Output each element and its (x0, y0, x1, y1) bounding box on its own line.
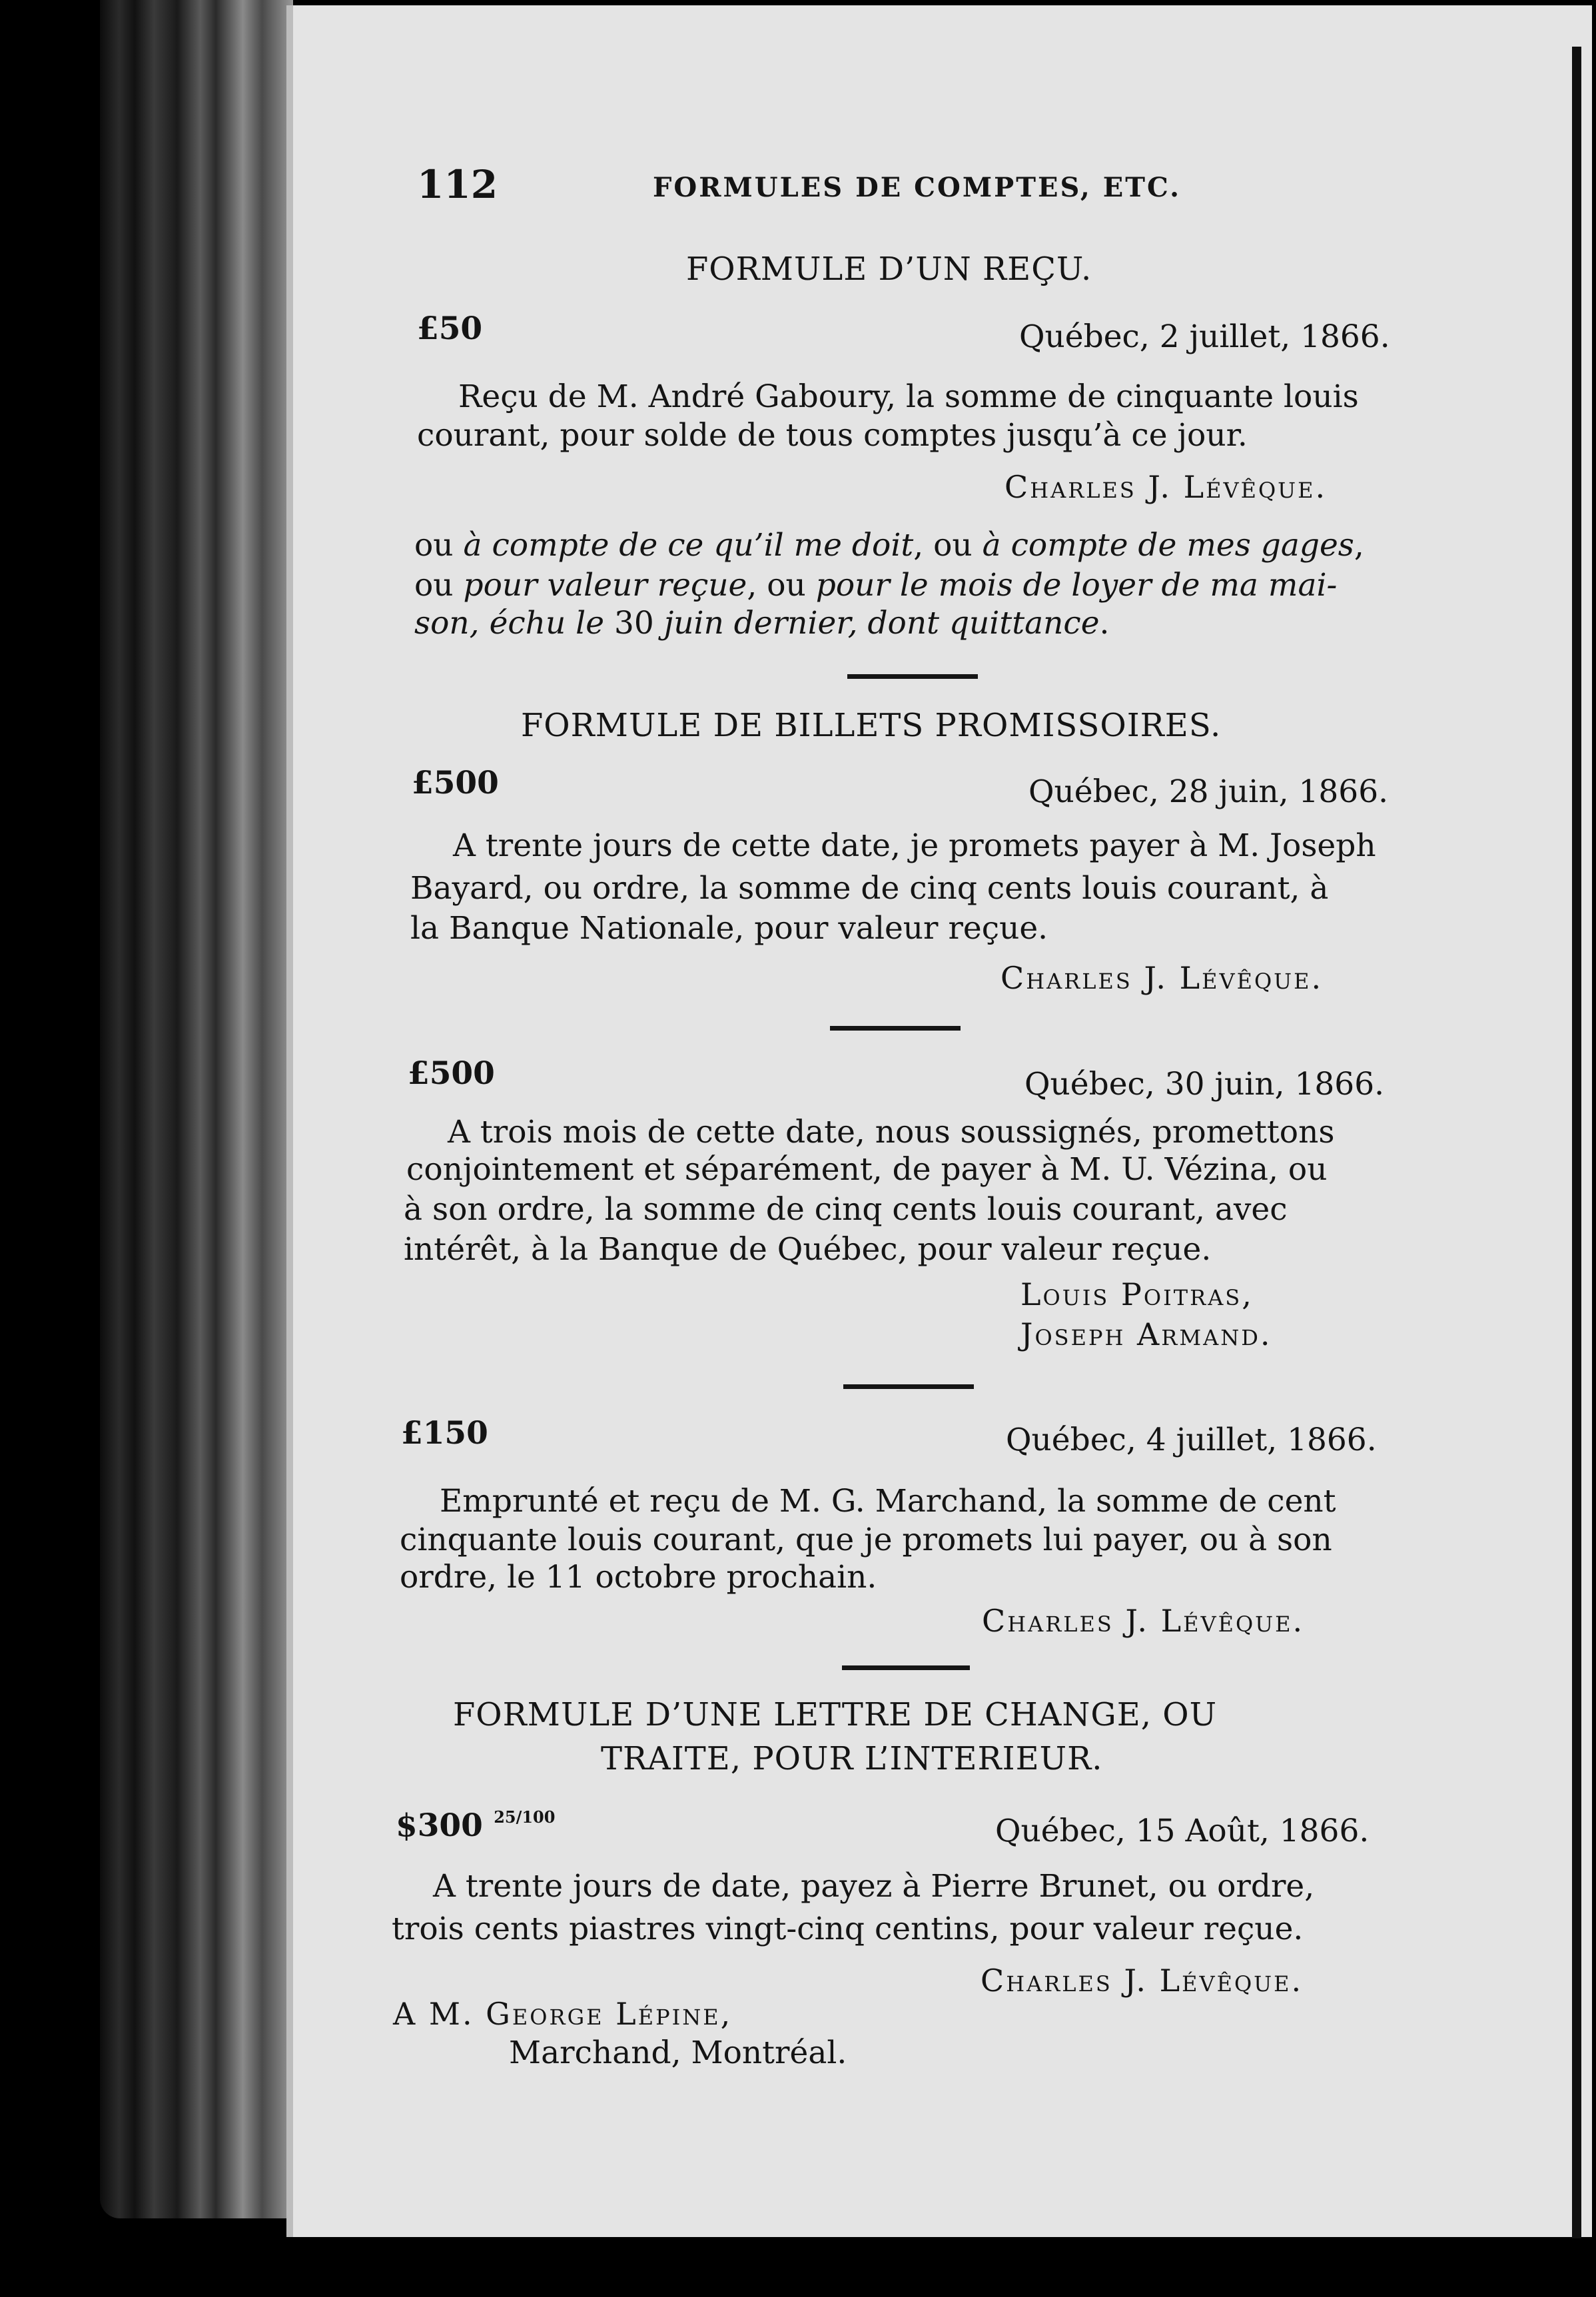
section-title-lettre-line-1: FORMULE D’UNE LETTRE DE CHANGE, OU (453, 1696, 1218, 1733)
book-page-edges (100, 0, 293, 2218)
alt-text: 30 (604, 605, 664, 642)
section-divider (843, 1384, 974, 1389)
recu-alt-line-1 (414, 527, 1364, 564)
lettre-line-2: trois cents piastres vingt-cinq centins, pour valeur reçue. (392, 1911, 1304, 1947)
running-head: FORMULES DE COMPTES, ETC. (653, 172, 1182, 203)
alt-italic: pour valeur reçue (463, 567, 747, 604)
lettre-amount-fraction: 25/100 (494, 1807, 556, 1827)
billet-3-line-2: cinquante louis courant, que je promets lui payer, ou à son (400, 1522, 1332, 1558)
lettre-amount (396, 1807, 556, 1844)
billet-1-line-2: Bayard, ou ordre, la somme de cinq cents louis courant, à (410, 870, 1329, 907)
billet-3-line-3: ordre, le 11 octobre prochain. (400, 1559, 877, 1596)
billet-2-line-2: conjointement et séparément, de payer à M. U. Vézina, ou (406, 1151, 1328, 1188)
alt-italic: son, échu le (414, 605, 605, 642)
alt-text: ou (414, 567, 464, 604)
alt-text: , ou (913, 527, 983, 564)
section-title-billets: FORMULE DE BILLETS PROMISSOIRES. (521, 707, 1222, 744)
section-title-lettre-line-2: TRAITE, POUR L’INTERIEUR. (601, 1740, 1103, 1777)
alt-italic: à compte de ce qu’il me doit (463, 527, 914, 564)
alt-text: ou (414, 527, 464, 564)
recu-alt-line-2 (414, 567, 1338, 604)
section-divider (842, 1665, 970, 1670)
page-shadow-edge (1572, 47, 1581, 2238)
alt-text: , (1354, 527, 1364, 564)
section-divider (847, 674, 978, 679)
billet-2-date: Québec, 30 juin, 1866. (1024, 1066, 1385, 1103)
lettre-line-1: A trente jours de date, payez à Pierre Brunet, ou ordre, (433, 1868, 1315, 1905)
billet-3-signature: Charles J. Lévêque. (982, 1603, 1305, 1639)
billet-2-line-3: à son ordre, la somme de cinq cents louis courant, avec (404, 1191, 1288, 1228)
billet-3-date: Québec, 4 juillet, 1866. (1006, 1422, 1377, 1458)
billet-2-signature-1: Louis Poitras, (1020, 1276, 1254, 1312)
recu-date: Québec, 2 juillet, 1866. (1019, 318, 1390, 355)
billet-2-amount: £500 (408, 1055, 495, 1092)
billet-2-signature-2: Joseph Armand. (1020, 1316, 1272, 1352)
recu-body-line-2: courant, pour solde de tous comptes jusqu’à ce jour. (417, 417, 1248, 454)
alt-italic: pour le mois de loyer de ma mai- (815, 567, 1338, 604)
billet-3-amount: £150 (401, 1415, 488, 1452)
billet-2-line-1: A trois mois de cette date, nous soussignés, promettons (448, 1114, 1335, 1150)
billet-1-signature: Charles J. Lévêque. (1000, 960, 1324, 996)
lettre-addressee-line-2: Marchand, Montréal. (509, 2035, 847, 2071)
recu-body-line-1: Reçu de M. André Gaboury, la somme de cinquante louis (458, 378, 1359, 415)
billet-3-line-1: Emprunté et reçu de M. G. Marchand, la somme de cent (440, 1483, 1336, 1520)
alt-text: . (1099, 605, 1110, 642)
recu-amount: £50 (417, 310, 483, 347)
billet-1-line-3: la Banque Nationale, pour valeur reçue. (410, 910, 1048, 947)
lettre-amount-value: $300 (396, 1807, 483, 1844)
alt-italic: juin dernier, dont quittance (663, 605, 1100, 642)
recu-alt-line-3 (414, 605, 1110, 642)
lettre-addressee-line-1: A M. George Lépine, (393, 1996, 733, 2032)
lettre-signature: Charles J. Lévêque. (981, 1963, 1304, 1999)
page-number: 112 (417, 162, 498, 207)
billet-1-line-1: A trente jours de cette date, je promets payer à M. Joseph (453, 827, 1376, 864)
alt-italic: à compte de mes gages (982, 527, 1354, 564)
section-title-recu: FORMULE D’UN REÇU. (686, 250, 1092, 288)
alt-text: , ou (747, 567, 816, 604)
lettre-date: Québec, 15 Août, 1866. (995, 1813, 1370, 1849)
billet-1-amount: £500 (412, 765, 499, 801)
section-divider (830, 1026, 961, 1031)
billet-2-line-4: intérêt, à la Banque de Québec, pour valeur reçue. (404, 1231, 1212, 1268)
recu-signature: Charles J. Lévêque. (1004, 469, 1328, 505)
billet-1-date: Québec, 28 juin, 1866. (1028, 773, 1389, 810)
